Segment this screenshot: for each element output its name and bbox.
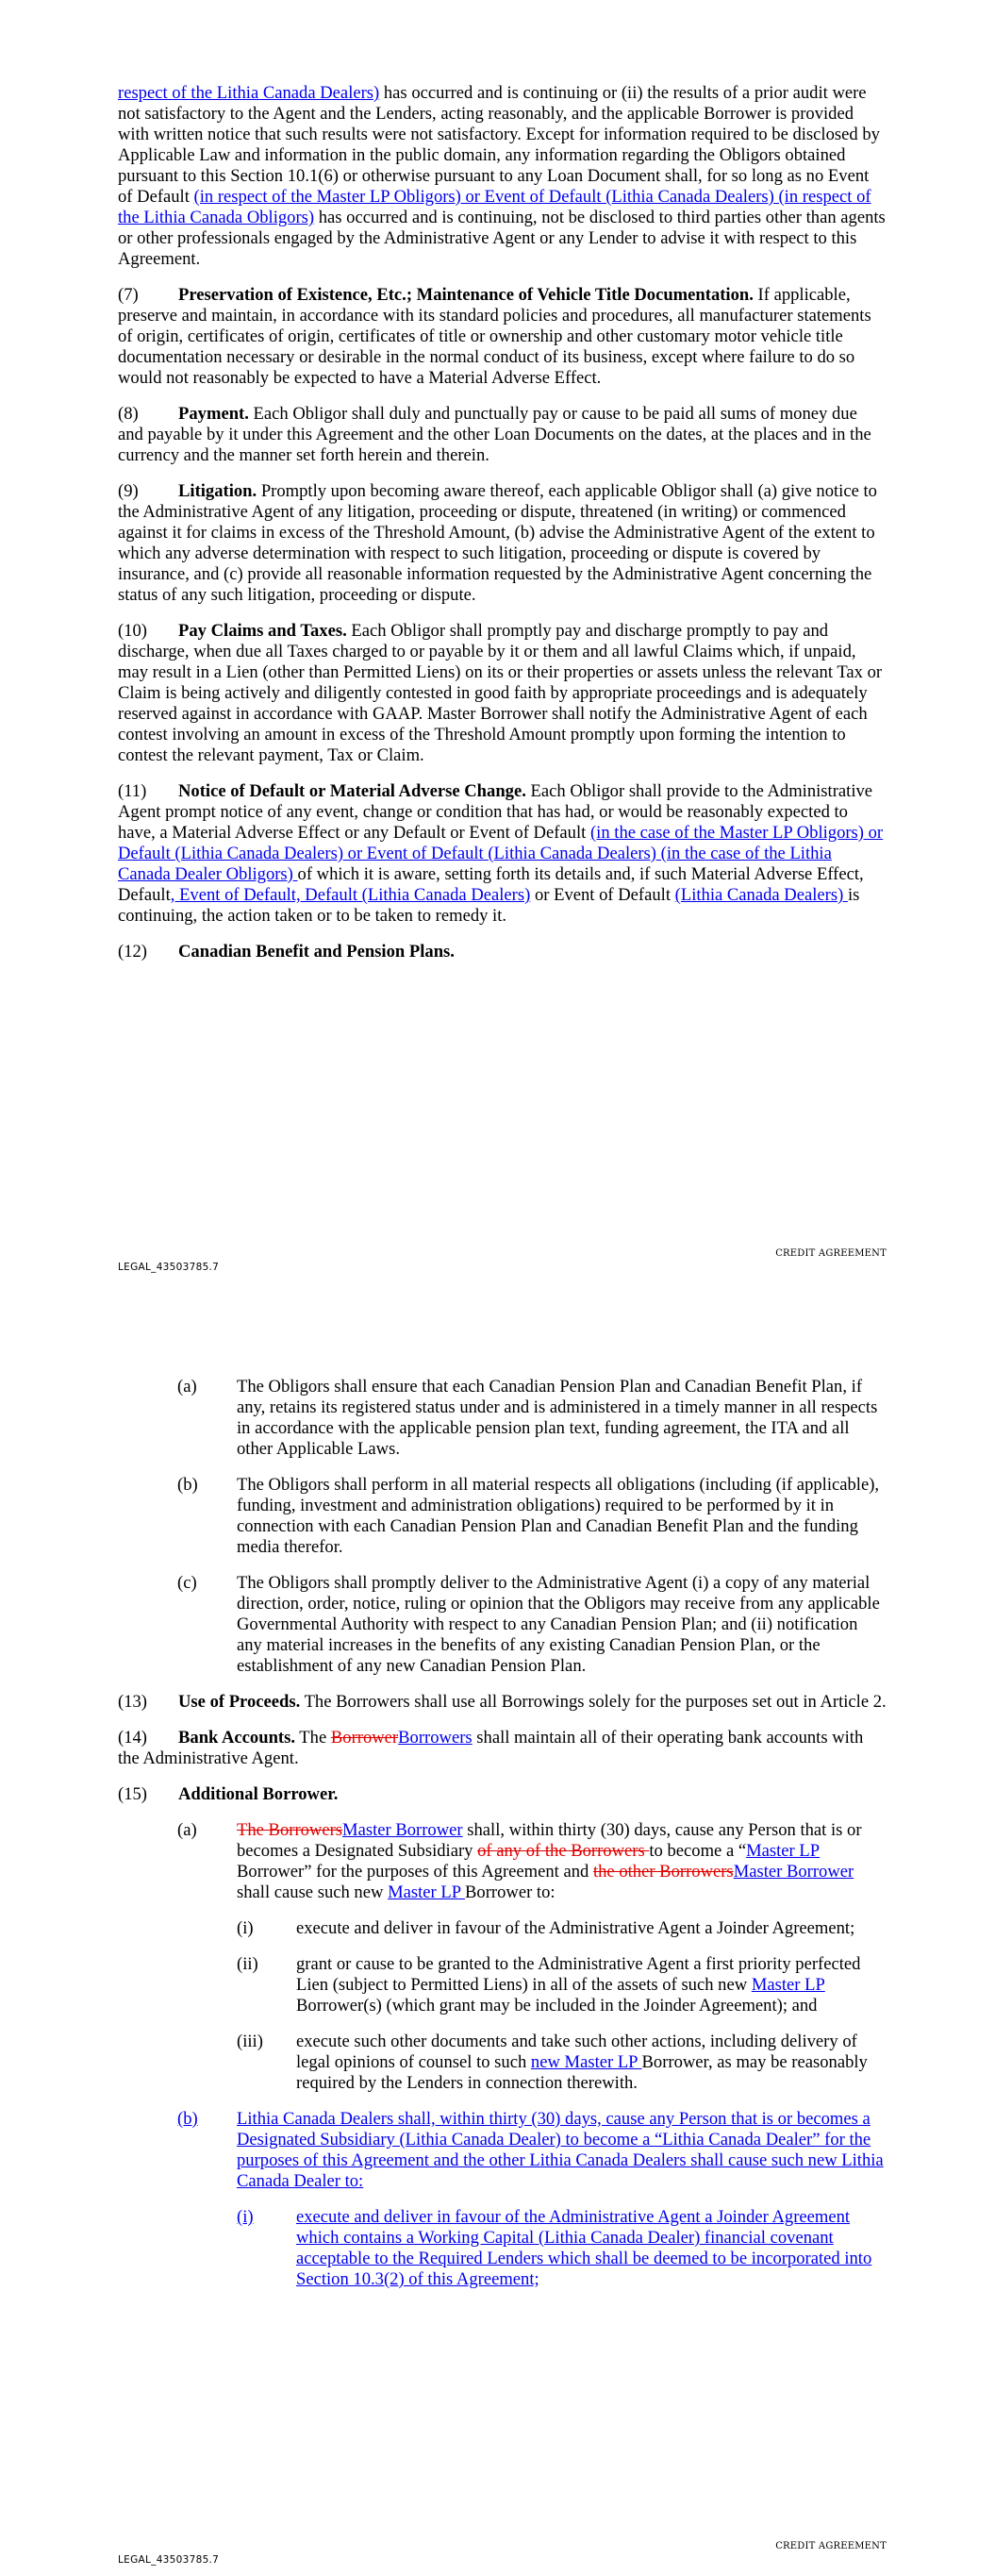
section-number: (7) [118,285,139,305]
section-number: (8) [118,404,139,424]
item-label: (a) [177,1377,197,1397]
inserted-text: execute and deliver in favour of the Administrative Agent a Joinder Agreement which contains a Working Capital (Lithia Canada Dealer) financial covenant acceptable to the Required Lenders which shall be deemed to be incorporated into Section 10.3(2) of this Agreement; [296,2207,872,2289]
section-10: (10) Pay Claims and Taxes. Each Obligor shall promptly pay and discharge promptly to pay and discharge, when due all Taxes charged to or payable by it or them and all lawful Claims which, if unpaid, may result in a Lien (other than Permitted Liens) on its or their properties or assets unless the relevant Tax or Claim is being actively and diligently contested in good faith by appropriate proceedings and is adequately reserved against in accordance with GAAP. Master Borrower shall notify the Administrative Agent of each contest involving an amount in excess of the Threshold Amount promptly upon forming the intention to contest the relevant payment, Tax or Claim. [118,621,883,765]
inserted-text: (in the case of the Master LP Obligors) or Default (Lithia Canada Dealers) or Event of Default (Lithia Canada Dealers) (in the case of the Lithia Canada Dealer Obligors) [118,823,884,884]
section-number: (14) [118,1728,147,1748]
document-page-1 [0,0,995,1283]
item-label: (i) [237,2207,254,2227]
pension-item-c: (c) The Obligors shall promptly deliver to the Administrative Agent (i) a copy of any material direction, order, notice, ruling or opinion that the Obligors may receive from any applicable Governmental Authority with respect to any Canadian Pension Plan; and (ii) notification any material increases in the benefits of any existing Canadian Pension Plan, or the establishment of any new Canadian Pension Plan. [177,1573,880,1676]
footer-document-id: LEGAL_43503785.7 [118,1262,220,1273]
item-label: (iii) [237,2032,263,2051]
section-9: (9) Litigation. Promptly upon becoming aware thereof, each applicable Obligor shall (a) give notice to the Administrative Agent of any litigation, proceeding or dispute, threatened (in writing) or commenced against it for claims in excess of the Threshold Amount, (b) advise the Administrative Agent of the extent to which any adverse determination with respect to such litigation, proceeding or dispute is covered by insurance, and (c) provide all reasonable information requested by the Administrative Agent concerning the status of any such litigation, proceeding or dispute. [118,481,877,605]
section-heading: Payment. [178,404,249,424]
section-heading: Litigation. [178,481,257,501]
inserted-text: Master Borrower [342,1820,463,1840]
section-heading: Use of Proceeds. [178,1692,301,1712]
deleted-text: the other Borrowers [592,1862,734,1882]
pension-item-a: (a) The Obligors shall ensure that each Canadian Pension Plan and Canadian Benefit Plan, if any, retains its registered status under and is administered in a timely manner in all respects in accordance with the applicable pension plan text, funding agreement, the ITA and all other Applicable Laws. [177,1377,878,1459]
inserted-text: (in respect of the Master LP Obligors) or Event of Default (Lithia Canada Dealers) (in respect of the Lithia Canada Obligors) [118,187,871,227]
item-label: (a) [177,1820,197,1840]
paragraph-audit-continuation: respect of the Lithia Canada Dealers) has occurred and is continuing or (ii) the results of a prior audit were not satisfactory to the Agent and the Lenders, acting reasonably, and the applicable Borrower is provided with written notice that such results were not satisfactory. Except for information required to be disclosed by Applicable Law and information in the public domain, any information regarding the Obligors obtained pursuant to this Section 10.1(6) or otherwise pursuant to any Loan Document shall, for so long as no Event of Default (in respect of the Master LP Obligors) or Event of Default (Lithia Canada Dealers) (in respect of the Lithia Canada Obligors) has occurred and is continuing, not be disclosed to third parties other than agents or other professionals engaged by the Administrative Agent or any Lender to advise it with respect to this Agreement. [118,83,886,269]
section-heading: Notice of Default or Material Adverse Change. [178,781,526,801]
section-heading: Additional Borrower. [178,1784,339,1804]
inserted-text: , Event of Default, Default (Lithia Canada Dealers) [170,885,531,905]
section-number: (9) [118,481,139,501]
section-12-heading [118,942,887,962]
inserted-text: respect of the Lithia Canada Dealers) [118,83,380,103]
additional-borrower-item-a-i: (i) execute and deliver in favour of the Administrative Agent a Joinder Agreement; [237,1918,855,1938]
additional-borrower-item-a-iii: (iii) execute such other documents and take such other actions, including delivery of legal opinions of counsel to such new Master LP Borrower, as may be reasonably required by the Lenders in connection therewith. [237,2032,868,2093]
page-2-body [118,1377,887,2305]
deleted-text: The Borrowers [237,1820,343,1840]
page-1-body [118,83,887,978]
inserted-text: Master LP [751,1975,825,1995]
section-number: (11) [118,781,147,801]
inserted-text: Master LP [746,1841,821,1861]
footer-title: CREDIT AGREEMENT [775,2541,887,2551]
section-14: (14) Bank Accounts. The BorrowerBorrowers shall maintain all of their operating bank accounts with the Administrative Agent. [118,1728,864,1768]
footer-title: CREDIT AGREEMENT [775,1248,887,1259]
section-8: (8) Payment. Each Obligor shall duly and punctually pay or cause to be paid all sums of money due and payable by it under this Agreement and the other Loan Documents on the dates, at the places and in the currency and the manner set forth herein and therein. [118,404,871,465]
section-number: (13) [118,1692,147,1712]
document-page-2 [0,1283,995,2576]
item-label: (ii) [237,1954,258,1974]
section-number: (10) [118,621,147,641]
deleted-text: of any of the Borrowers [477,1841,650,1861]
section-13: (13) Use of Proceeds. The Borrowers shall use all Borrowings solely for the purposes set out in Article 2. [118,1692,887,1712]
inserted-text: Master LP [388,1882,466,1902]
item-label: (c) [177,1573,197,1593]
section-7: (7) Preservation of Existence, Etc.; Maintenance of Vehicle Title Documentation. If applicable, preserve and maintain, in accordance with its standard policies and procedures, all manufacturer statements of origin, certificates of origin, certificates of title or ownership and other customary motor vehicle title documentation necessary or desirable in the normal conduct of its business, except where failure to do so would not reasonably be expected to have a Material Adverse Effect. [118,285,871,388]
inserted-text: Master Borrower [733,1862,854,1882]
deleted-text: Borrower [330,1728,399,1748]
inserted-text: Lithia Canada Dealers shall, within thirty (30) days, cause any Person that is or becomes a Designated Subsidiary (Lithia Canada Dealer) to become a “Lithia Canada Dealer” for the purposes of this Agreement and the other Lithia Canada Dealers shall cause such new Lithia Canada Dealer to: [237,2109,884,2191]
item-label: (b) [177,1475,198,1495]
item-label: (b) [177,2109,198,2129]
inserted-text: new Master LP [530,2052,642,2072]
section-15-heading [118,1784,887,1805]
section-heading: Preservation of Existence, Etc.; Maintenance of Vehicle Title Documentation. [178,285,754,305]
section-heading: Pay Claims and Taxes. [178,621,347,641]
section-11: (11) Notice of Default or Material Adverse Change. Each Obligor shall provide to the Administrative Agent prompt notice of any event, change or condition that has had, or would be reasonably expected to have, a Material Adverse Effect or any Default or Event of Default (in the case of the Master LP Obligors) or Default (Lithia Canada Dealers) or Event of Default (Lithia Canada Dealers) (in the case of the Lithia Canada Dealer Obligors) of which it is aware, setting forth its details and, if such Material Adverse Effect, Default, Event of Default, Default (Lithia Canada Dealers) or Event of Default (Lithia Canada Dealers) is continuing, the action taken or to be taken to remedy it. [118,781,884,926]
inserted-text: (Lithia Canada Dealers) [674,885,848,905]
additional-borrower-item-a-ii: (ii) grant or cause to be granted to the Administrative Agent a first priority perfected Lien (subject to Permitted Liens) in all of the assets of such new Master LP Borrower(s) (which grant may be included in the Joinder Agreement); and [237,1954,861,2016]
additional-borrower-item-a: (a) The BorrowersMaster Borrower shall, within thirty (30) days, cause any Person that is or becomes a Designated Subsidiary of any of the Borrowers to become a “Master LP Borrower” for the purposes of this Agreement and the other BorrowersMaster Borrower shall cause such new Master LP Borrower to: [177,1820,862,1902]
section-heading: Bank Accounts. [178,1728,295,1748]
section-heading: Canadian Benefit and Pension Plans. [178,942,455,962]
section-number: (12) [118,942,147,962]
additional-borrower-item-b-i [118,2207,887,2290]
inserted-text: Borrowers [398,1728,473,1748]
item-label: (i) [237,1918,254,1938]
section-number: (15) [118,1784,147,1804]
pension-item-b: (b) The Obligors shall perform in all material respects all obligations (including (if applicable), funding, investment and administration obligations) required to be performed by it in connection with each Canadian Pension Plan and Canadian Benefit Plan and the funding media therefor. [177,1475,880,1557]
additional-borrower-item-b [118,2109,887,2192]
footer-document-id: LEGAL_43503785.7 [118,2554,220,2566]
